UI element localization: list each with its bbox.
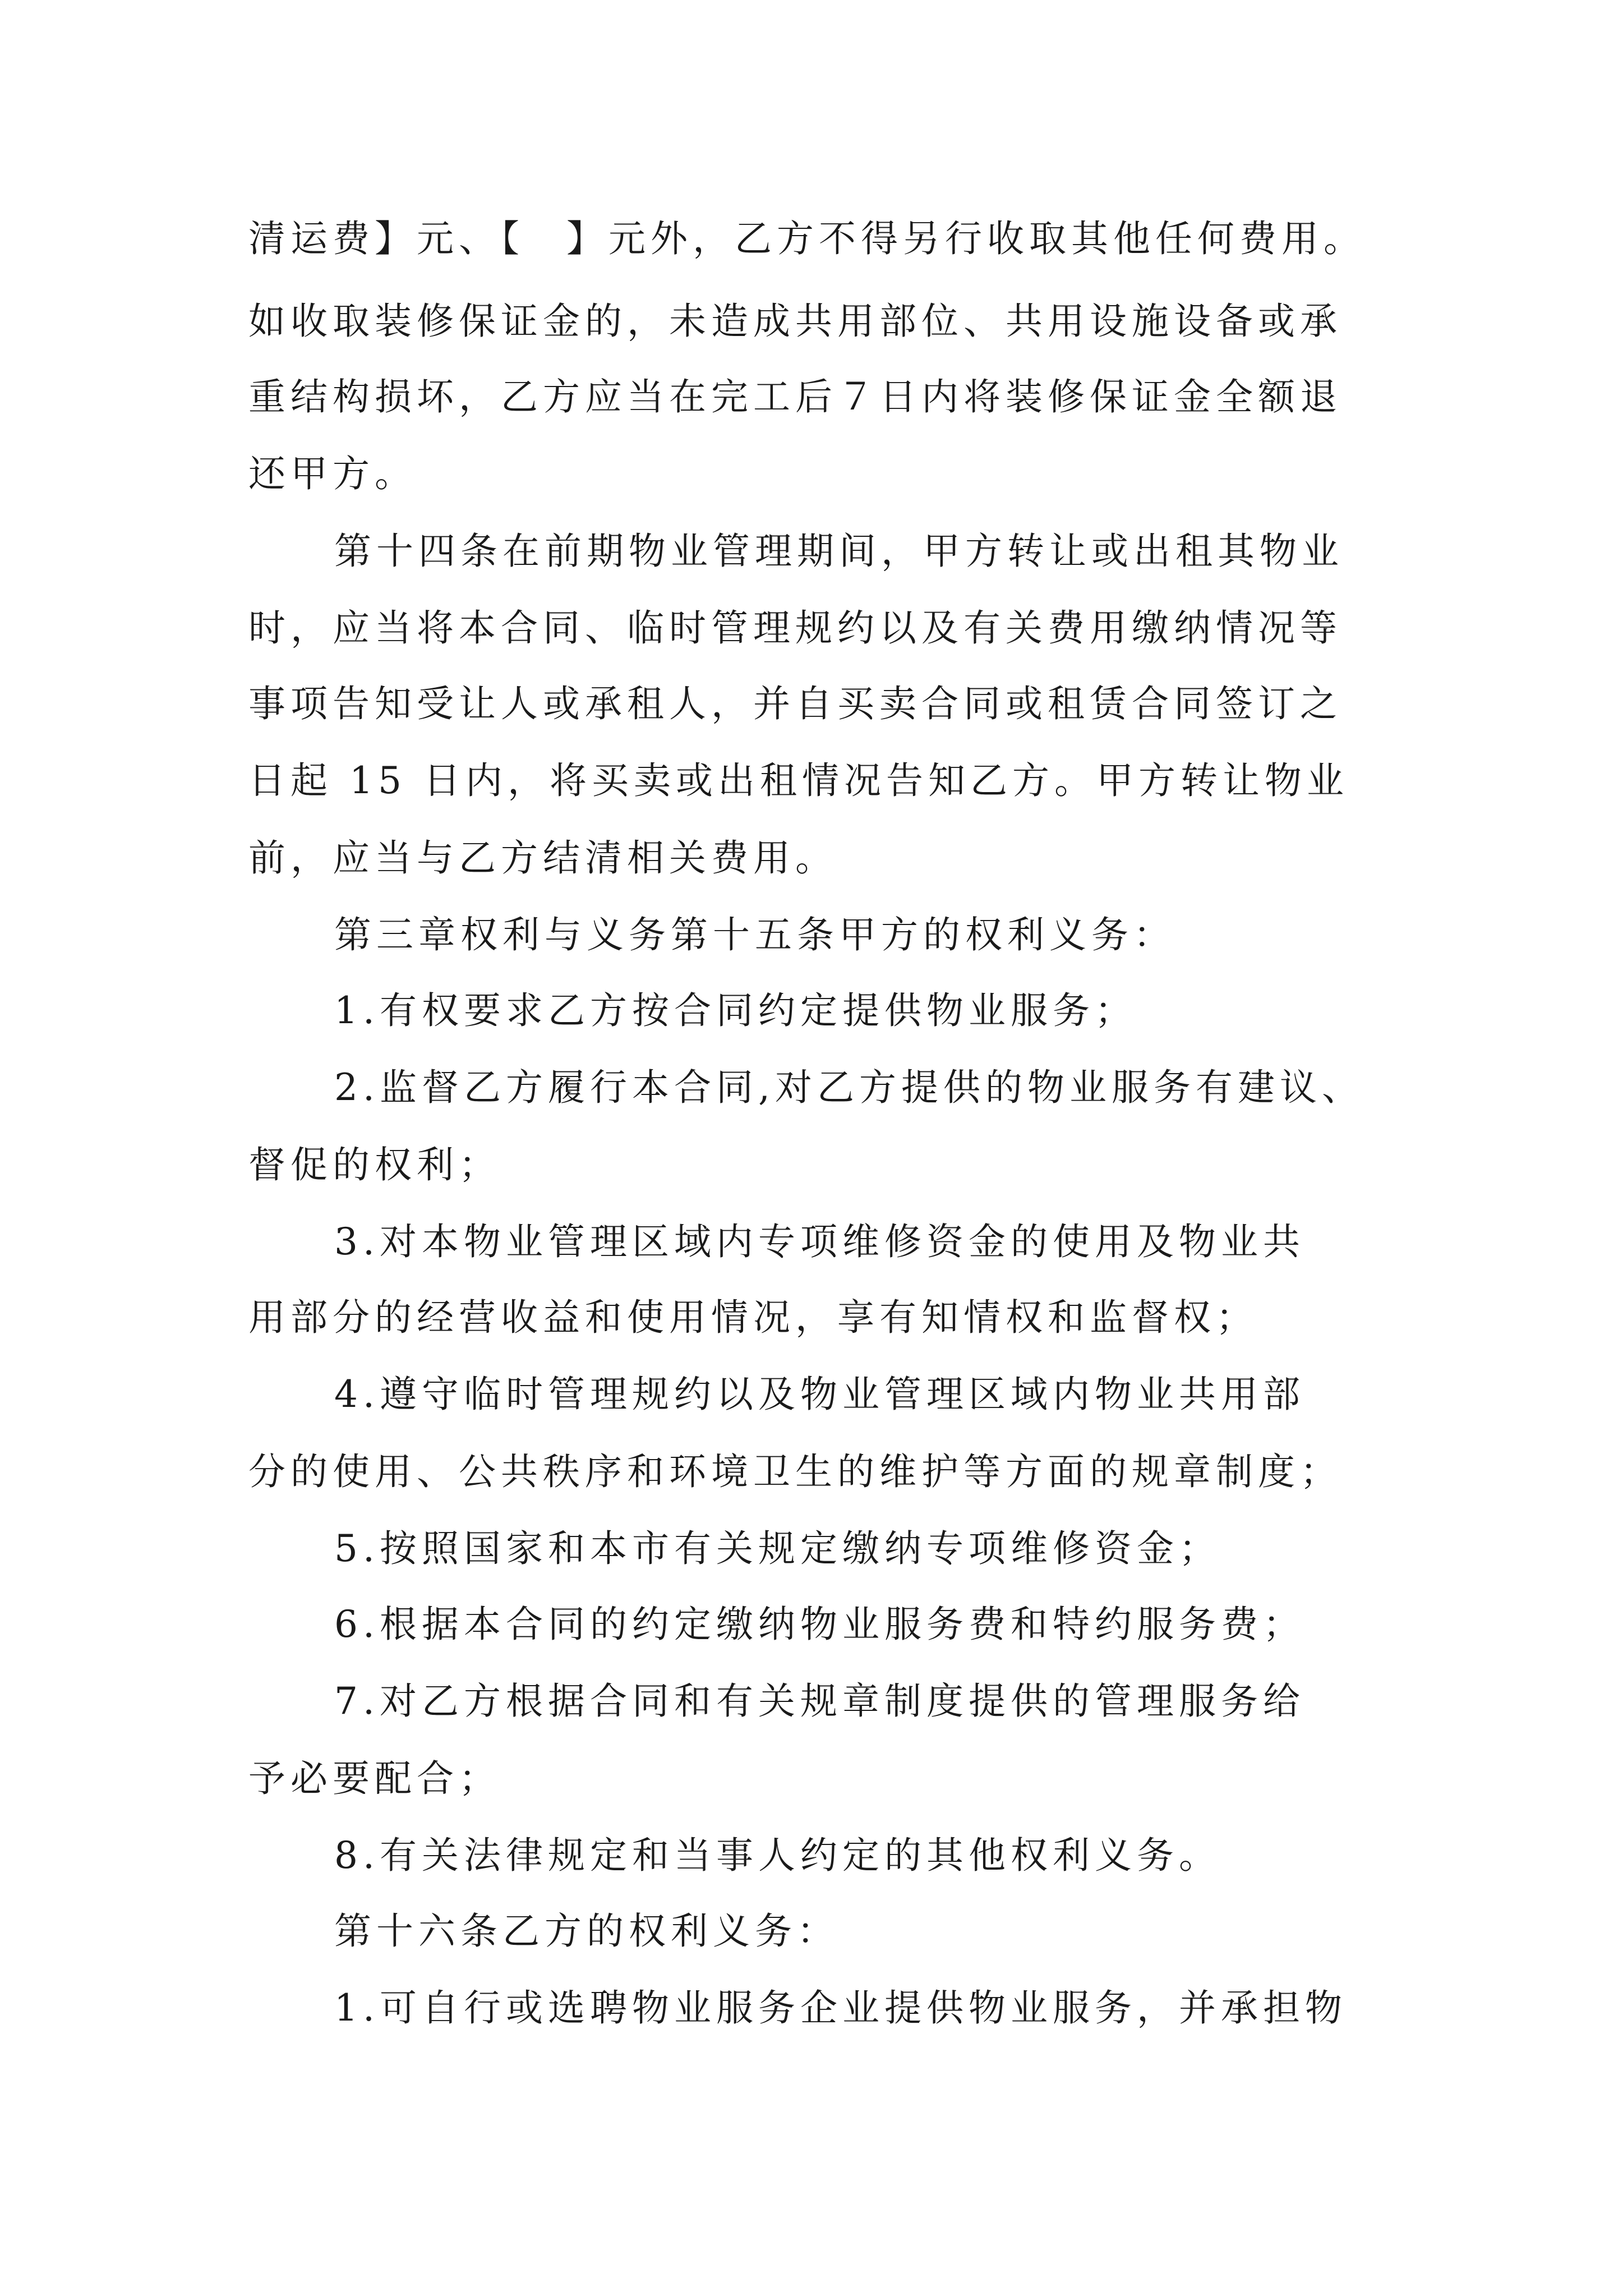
text-line: 用部分的经营收益和使用情况，享有知情权和监督权； <box>248 1296 1258 1339</box>
text-line: 督促的权利； <box>248 1143 501 1186</box>
text-line: 第十四条在前期物业管理期间，甲方转让或出租其物业 <box>334 530 1344 573</box>
text-line: 第十六条乙方的权利义务： <box>334 1910 839 1953</box>
text-line: 8.有关法律规定和当事人约定的其他权利义务。 <box>334 1834 1221 1877</box>
text-line: 4.遵守临时管理规约以及物业管理区域内物业共用部 <box>334 1373 1305 1416</box>
text-line: 3.对本物业管理区域内专项维修资金的使用及物业共 <box>334 1220 1305 1263</box>
text-line: 1.可自行或选聘物业服务企业提供物业服务，并承担物 <box>334 1986 1347 2030</box>
text-line: 第三章权利与义务第十五条甲方的权利义务： <box>334 913 1175 956</box>
text-line: 6.根据本合同的约定缴纳物业服务费和特约服务费； <box>334 1603 1305 1646</box>
text-line: 7.对乙方根据合同和有关规章制度提供的管理服务给 <box>334 1680 1305 1723</box>
text-line: 5.按照国家和本市有关规定缴纳专项维修资金； <box>334 1527 1221 1570</box>
text-line: 分的使用、公共秩序和环境卫生的维护等方面的规章制度； <box>248 1450 1342 1493</box>
text-line: 重结构损坏，乙方应当在完工后７日内将装修保证金全额退 <box>248 375 1342 418</box>
text-line: 日起 15 日内，将买卖或出租情况告知乙方。甲方转让物业 <box>248 759 1349 802</box>
text-line: 予必要配合； <box>248 1757 501 1800</box>
text-line: 前，应当与乙方结清相关费用。 <box>248 836 837 880</box>
text-line: 清运费】元、【 】元外，乙方不得另行收取其他任何费用。 <box>248 217 1366 260</box>
text-line: 如收取装修保证金的，未造成共用部位、共用设施设备或承 <box>248 300 1342 343</box>
text-line: 事项告知受让人或承租人，并自买卖合同或租赁合同签订之 <box>248 682 1342 725</box>
text-line: 2.监督乙方履行本合同,对乙方提供的物业服务有建议、 <box>334 1066 1364 1109</box>
text-line: 还甲方。 <box>248 452 417 495</box>
text-line: 1.有权要求乙方按合同约定提供物业服务； <box>334 989 1137 1032</box>
text-line: 时，应当将本合同、临时管理规约以及有关费用缴纳情况等 <box>248 606 1342 650</box>
